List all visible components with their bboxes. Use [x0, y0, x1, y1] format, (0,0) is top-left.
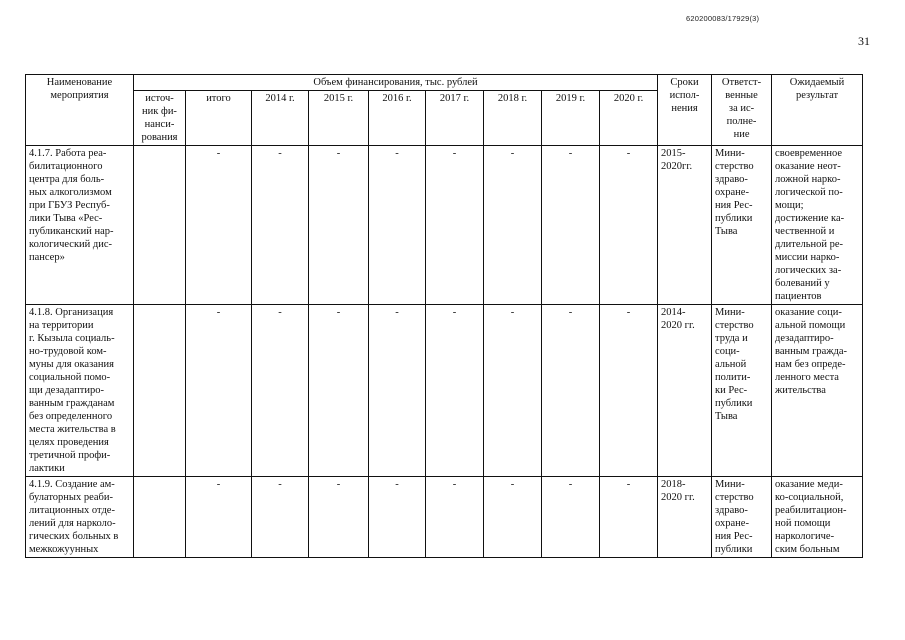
row-value: - [369, 477, 426, 558]
row-name: 4.1.9. Создание ам- булаторных реаби- литационных отде- лений для нарколо- гических больных в межкожуунных [26, 477, 134, 558]
header-year: 2018 г. [484, 91, 542, 146]
page-number: 31 [858, 34, 870, 48]
row-value: - [484, 146, 542, 305]
row-value: - [484, 477, 542, 558]
row-total: - [186, 477, 252, 558]
row-result: оказание меди- ко-социальной, реабилитацион- ной помощи наркологиче- ским больным [772, 477, 863, 558]
row-value: - [542, 146, 600, 305]
header-year: 2020 г. [600, 91, 658, 146]
row-value: - [484, 305, 542, 477]
row-value: - [426, 477, 484, 558]
row-value: - [426, 305, 484, 477]
header-row-top [26, 75, 863, 91]
row-value: - [309, 305, 369, 477]
header-total: итого [186, 91, 252, 146]
row-value: - [600, 146, 658, 305]
row-value: - [252, 477, 309, 558]
row-source [134, 305, 186, 477]
row-value: - [252, 146, 309, 305]
header-financing: Объем финансирования, тыс. рублей [134, 75, 658, 91]
row-value: - [309, 477, 369, 558]
row-terms: 2018- 2020 гг. [658, 477, 712, 558]
row-value: - [252, 305, 309, 477]
row-source [134, 146, 186, 305]
row-value: - [600, 477, 658, 558]
document-id: 620200083/17929(3) [686, 14, 760, 23]
table-row [26, 146, 863, 305]
financing-table [25, 74, 863, 558]
row-value: - [542, 477, 600, 558]
row-value: - [600, 305, 658, 477]
header-result: Ожидаемый результат [772, 75, 863, 146]
row-terms: 2014- 2020 гг. [658, 305, 712, 477]
row-total: - [186, 305, 252, 477]
row-name: 4.1.7. Работа реа- билитационного центра для боль- ных алкоголизмом при ГБУЗ Респуб- лики Тыва «Рес- публиканский нар- кологический дис- пансер» [26, 146, 134, 305]
row-result: оказание соци- альной помощи дезадаптиро- ванным гражда- нам без опреде- ленного места жительства [772, 305, 863, 477]
table-row [26, 305, 863, 477]
row-result: своевременное оказание неот- ложной нарко- логической по- мощи; достижение ка- чественной и длительной ре- миссии нарко- логических за- болеваний у пациентов [772, 146, 863, 305]
header-name: Наименование мероприятия [26, 75, 134, 146]
header-source: источ- ник фи- нанси- рования [134, 91, 186, 146]
table-row [26, 477, 863, 558]
header-responsible: Ответст- венные за ис- полне- ние [712, 75, 772, 146]
row-value: - [369, 146, 426, 305]
row-value: - [542, 305, 600, 477]
header-terms: Сроки испол- нения [658, 75, 712, 146]
row-responsible: Мини- стерство здраво- охране- ния Рес- публики Тыва [712, 146, 772, 305]
row-value: - [426, 146, 484, 305]
row-responsible: Мини- стерство здраво- охране- ния Рес- публики [712, 477, 772, 558]
header-year: 2019 г. [542, 91, 600, 146]
row-total: - [186, 146, 252, 305]
header-year: 2015 г. [309, 91, 369, 146]
header-year: 2014 г. [252, 91, 309, 146]
row-name: 4.1.8. Организация на территории г. Кызыла социаль- но-трудовой ком- муны для оказания социальной помо- щи дезадаптиро- ванным гражданам без определенного места жительства в целях проведения третичной профи- лактики [26, 305, 134, 477]
row-source [134, 477, 186, 558]
header-year: 2017 г. [426, 91, 484, 146]
header-year: 2016 г. [369, 91, 426, 146]
row-responsible: Мини- стерство труда и соци- альной полити- ки Рес- публики Тыва [712, 305, 772, 477]
row-terms: 2015- 2020гг. [658, 146, 712, 305]
row-value: - [309, 146, 369, 305]
row-value: - [369, 305, 426, 477]
